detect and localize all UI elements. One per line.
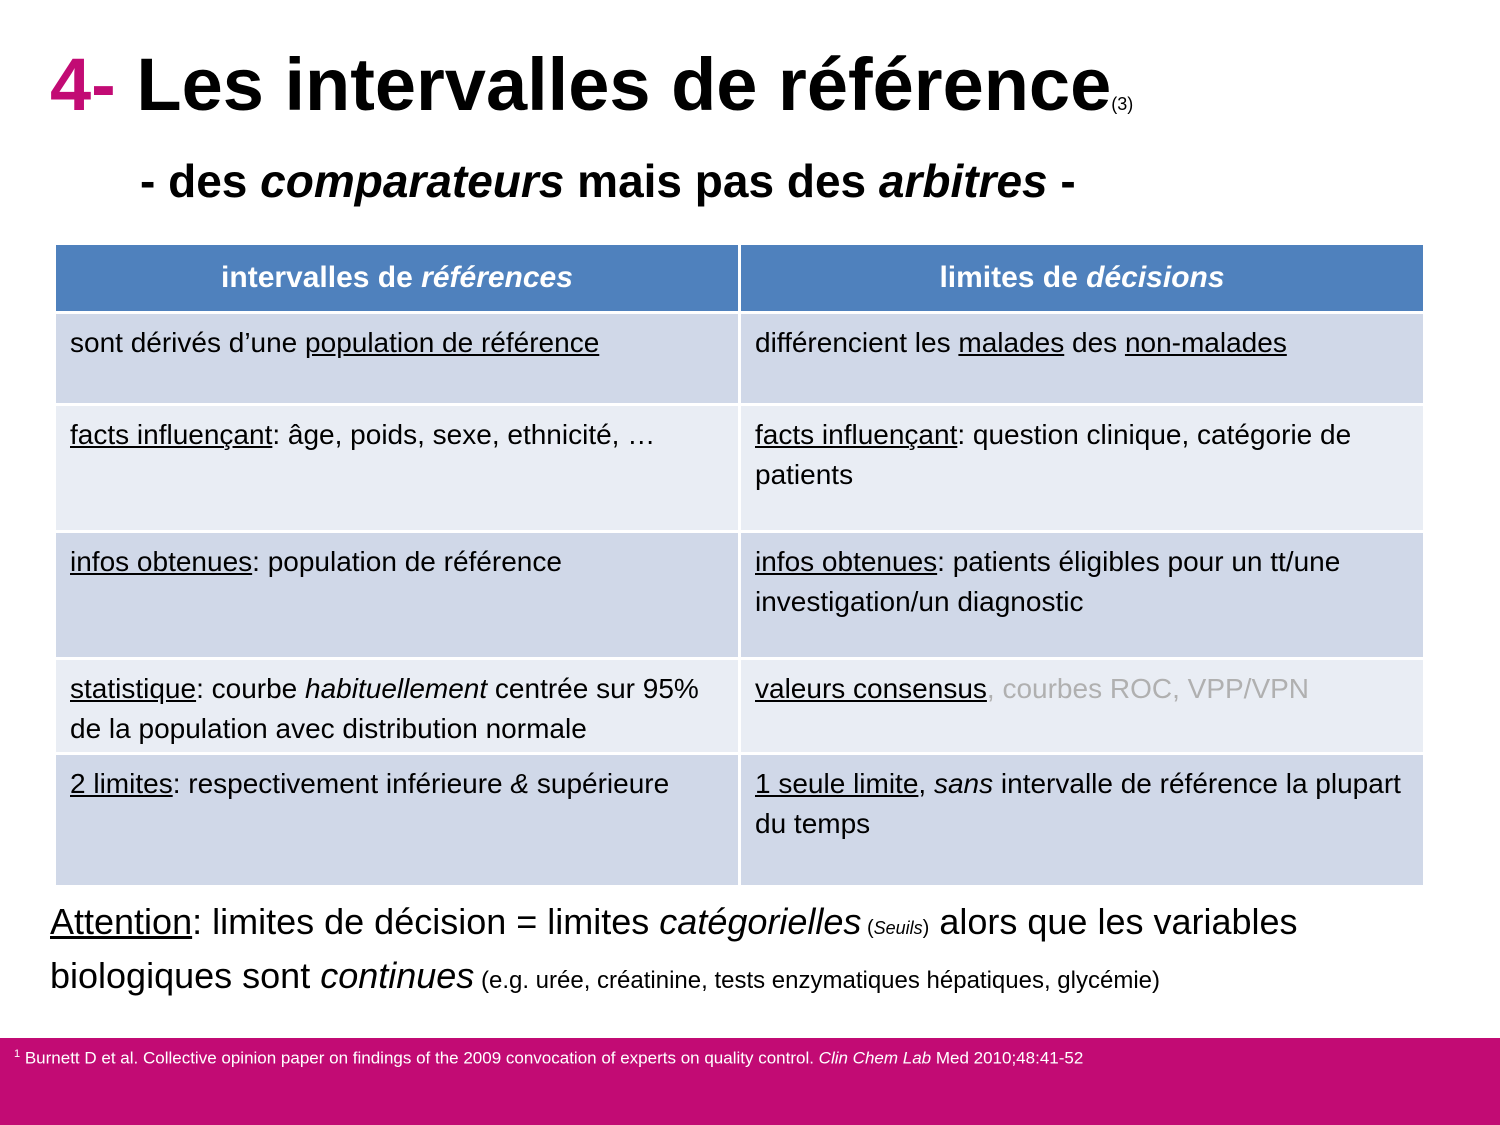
header-decision-limits: limites de décisions [740, 244, 1425, 313]
subtitle-emphasis-arbitres: arbitres [878, 155, 1048, 207]
attention-note: Attention: limites de décision = limites catégorielles (Seuils) alors que les variables biologiques sont continues (e.g. urée, créatinine, tests enzymatiques hépatiques, glycémie) [50, 901, 1298, 996]
cell-left: facts influençant: âge, poids, sexe, ethnicité, … [55, 405, 740, 532]
cell-right: 1 seule limite, sans intervalle de référence la plupart du temps [740, 754, 1425, 887]
table-row [55, 754, 1425, 887]
footer-bar [0, 1038, 1500, 1125]
header-reference-intervals: intervalles de références [55, 244, 740, 313]
cell-right: facts influençant: question clinique, catégorie de patients [740, 405, 1425, 532]
title-text: Les intervalles de référence [136, 43, 1112, 126]
slide-subtitle [140, 155, 1076, 207]
comparison-table [53, 242, 1426, 888]
table-row [55, 659, 1425, 754]
cell-right: différencient les malades des non-malades [740, 313, 1425, 405]
table-row [55, 313, 1425, 405]
title-number: 4- [50, 43, 116, 126]
table-header-row [55, 244, 1425, 313]
cell-left: sont dérivés d’une population de référence [55, 313, 740, 405]
table-row [55, 405, 1425, 532]
title-reference: (3) [1111, 94, 1134, 114]
subtitle-middle: mais pas des [564, 155, 879, 207]
slide-title [50, 43, 1134, 126]
note-attention-label: Attention [50, 901, 193, 942]
cell-left: infos obtenues: population de référence [55, 532, 740, 659]
subtitle-suffix: - [1047, 155, 1076, 207]
cell-left: 2 limites: respectivement inférieure & supérieure [55, 754, 740, 887]
footer-citation: $^1$ Burnett D et al. Collective opinion paper on findings of the 2009 convocation of experts on quality control. Clin Chem Lab Med 2010;48:41-52 [14, 1048, 1084, 1068]
subtitle-emphasis-comparateurs: comparateurs [260, 155, 565, 207]
cell-left: statistique: courbe habituellement centrée sur 95% de la population avec distribution normale [55, 659, 740, 754]
cell-right: infos obtenues: patients éligibles pour un tt/une investigation/un diagnostic [740, 532, 1425, 659]
subtitle-prefix: - des [140, 155, 261, 207]
cell-right: valeurs consensus, courbes ROC, VPP/VPN [740, 659, 1425, 754]
table-row [55, 532, 1425, 659]
